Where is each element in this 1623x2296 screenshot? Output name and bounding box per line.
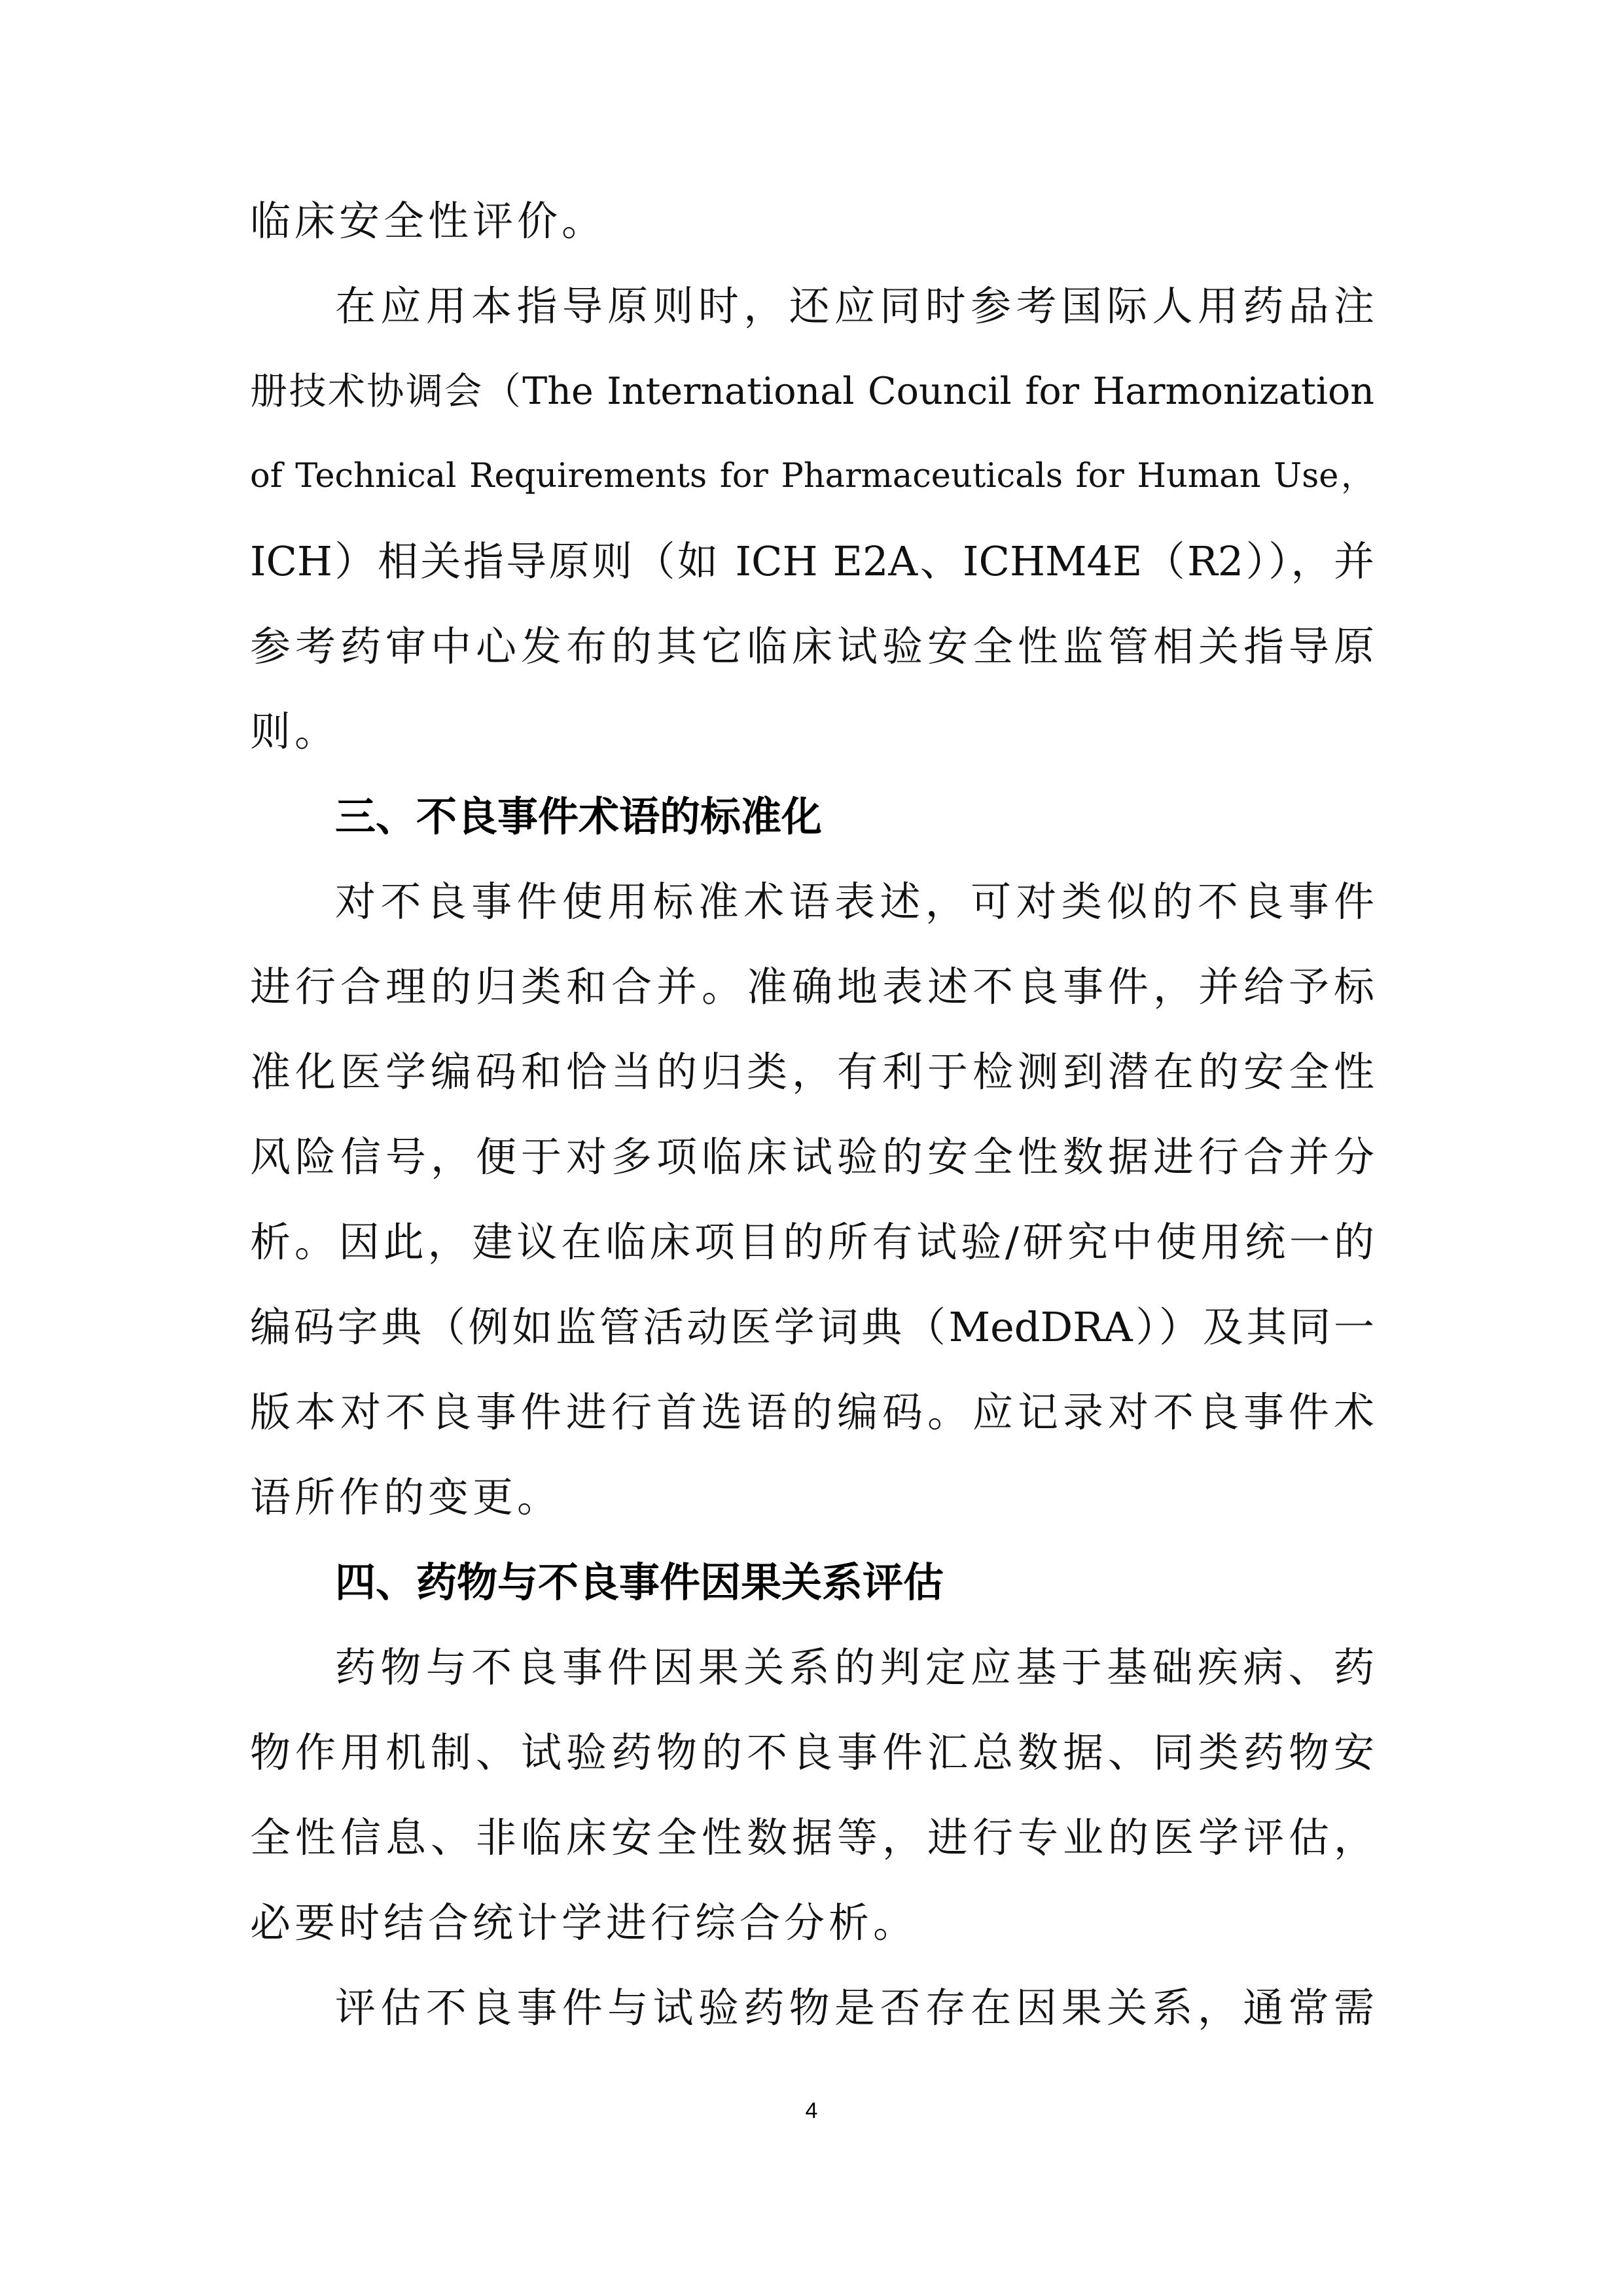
body-text-line: 编码字典（例如监管活动医学词典（MedDRA））及其同一 <box>250 1304 1374 1351</box>
body-text-line: 评估不良事件与试验药物是否存在因果关系，通常需 <box>335 1984 1374 2032</box>
body-text-line: 册技术协调会（The International Council for Harmonization <box>250 370 1374 413</box>
section-heading: 三、不良事件术语的标准化 <box>335 793 823 840</box>
body-text-line: 析。因此，建议在临床项目的所有试验/研究中使用统一的 <box>250 1219 1374 1266</box>
body-text-line: 语所作的变更。 <box>250 1474 562 1521</box>
body-text-line: 药物与不良事件因果关系的判定应基于基础疾病、药 <box>335 1644 1374 1691</box>
body-text-line: 全性信息、非临床安全性数据等，进行专业的医学评估， <box>250 1814 1374 1861</box>
page-number: 4 <box>805 2098 818 2123</box>
body-text-line: of Technical Requirements for Pharmaceuticals for Human Use， <box>250 457 1374 495</box>
body-text-line: 版本对不良事件进行首选语的编码。应记录对不良事件术 <box>250 1389 1374 1436</box>
body-text-line: 临床安全性评价。 <box>250 198 607 245</box>
body-text-line: 风险信号，便于对多项临床试验的安全性数据进行合并分 <box>250 1134 1374 1181</box>
body-text-line: 则。 <box>250 708 340 755</box>
body-text-line: 必要时结合统计学进行综合分析。 <box>250 1899 918 1946</box>
body-text-line: 在应用本指导原则时，还应同时参考国际人用药品注 <box>335 283 1374 330</box>
body-text-line: 物作用机制、试验药物的不良事件汇总数据、同类药物安 <box>250 1729 1374 1776</box>
body-text-line: 进行合理的归类和合并。准确地表述不良事件，并给予标 <box>250 963 1374 1011</box>
body-text-line: 对不良事件使用标准术语表述，可对类似的不良事件 <box>335 878 1374 925</box>
section-heading: 四、药物与不良事件因果关系评估 <box>335 1558 944 1606</box>
body-text-line: 参考药审中心发布的其它临床试验安全性监管相关指导原 <box>250 623 1374 670</box>
body-text-line: 准化医学编码和恰当的归类，有利于检测到潜在的安全性 <box>250 1049 1374 1096</box>
body-text-line: ICH）相关指导原则（如 ICH E2A、ICHM4E（R2）），并 <box>250 538 1374 585</box>
